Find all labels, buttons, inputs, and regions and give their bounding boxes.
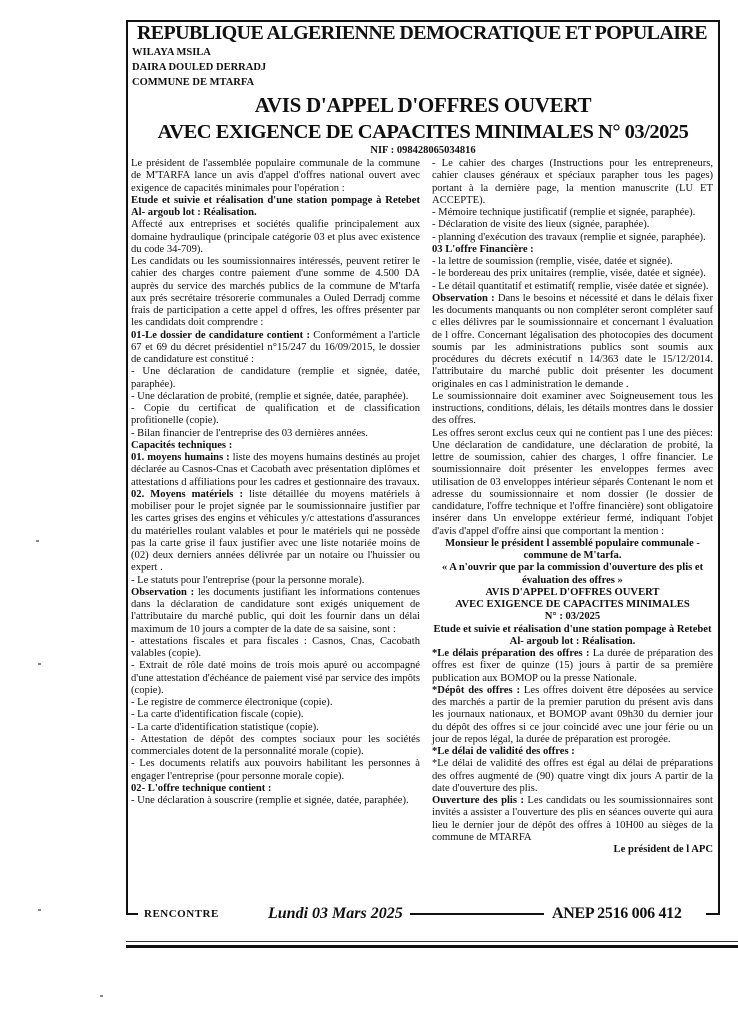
paragraph xyxy=(131,783,420,795)
paragraph xyxy=(131,391,420,403)
anep-reference: ANEP 2516 006 412 xyxy=(548,903,706,925)
paragraph-text: les documents justifiant les informations contenues dans la déclaration de candidature sont exigés uniquement de l'attributaire du marché public, qui doit les fournir dans un délai maximum de 10 jours a compter de la date de sa saisine, sont : xyxy=(131,586,421,635)
paragraph xyxy=(432,293,713,391)
scan-speck xyxy=(36,540,39,542)
paragraph-text: - Le registre de commerce électronique (copie). xyxy=(131,697,333,708)
paragraph-text: - Déclaration de visite des lieux (signée, paraphée). xyxy=(432,219,650,231)
paragraph-heading: 03 L'offre Financière : xyxy=(432,243,534,255)
paragraph: Monsieur le président l assemblé populaire communale - commune de M'tarfa. xyxy=(445,537,700,561)
signature-line: Le président de l APC xyxy=(613,844,713,855)
paragraph-text: - le bordereau des prix unitaires (remplie, visée, datée et signée). xyxy=(432,268,706,280)
paragraph xyxy=(432,685,713,746)
paragraph xyxy=(432,158,713,207)
paragraph xyxy=(131,636,420,661)
paragraph xyxy=(432,268,713,280)
paragraph-heading: 02. Moyens matériels : xyxy=(131,488,244,500)
paragraph-heading: 01. moyens humains : xyxy=(131,452,230,463)
paragraph xyxy=(432,207,713,219)
notice-title: AVIS D'APPEL D'OFFRES OUVERT xyxy=(254,93,592,117)
paragraph-text: - Bilan financier de l'entreprise des 03 dernières années. xyxy=(131,427,368,439)
page-rule-thin xyxy=(126,941,738,942)
paragraph-text: - Les documents relatifs aux pouvoirs habilitant les personnes à engager l'entreprise (pour personne morale copie). xyxy=(131,758,420,782)
paragraph xyxy=(131,660,420,697)
paragraph-heading: Capacités techniques : xyxy=(131,439,233,451)
paragraph-text: - Le détail quantitatif et estimatif( remplie, visée datée et signée). xyxy=(432,280,709,292)
paragraph: AVIS D'APPEL D'OFFRES OUVERT xyxy=(485,586,660,598)
paragraph-text: Le soumissionnaire doit examiner avec Soigneusement tous les instructions, conditions, délais, les détails montres dans le dossier des offres. xyxy=(432,390,713,427)
paragraph-heading: Observation : xyxy=(432,292,495,304)
paragraph-text: - attestations fiscales et para fiscales : Casnos, Cnas, Cacobath valables (copie). xyxy=(131,635,420,659)
wilaya-label: WILAYA MSILA xyxy=(132,47,211,58)
publication-date: Lundi 03 Mars 2025 xyxy=(268,903,408,925)
paragraph: N° : 03/2025 xyxy=(544,611,601,623)
paragraph xyxy=(131,795,420,807)
paragraph-text: La durée de préparation des offres est fixer de quinze (15) jours à partir de sa première publication aux BOMOP ou la presse Nationale. xyxy=(432,648,713,684)
paragraph xyxy=(131,709,420,721)
paragraph-text: - Une déclaration à souscrire (remplie et signée, datée, paraphée). xyxy=(131,795,409,806)
paragraph-text: - Extrait de rôle daté moins de trois mois apuré ou accompagné d'une attestation d'échéance de paiement visé par service des impôts (copie). xyxy=(131,660,420,696)
paragraph xyxy=(432,219,713,231)
paragraph-text: Dans le besoins et nécessité et dans le délais fixer les documents manquants ou non compléter seront compléter sauf c elles délivres par le soumissionnaire et concernant l évaluation de l offre. Concernant légalisation des photocopies des document soumis par les administrations publics sont soumis aux procédures du décrets exécutif n 14/363 date le 15/12/2014. l'attributaire du marché public doit présenter les document originales en cas l administration le demande . xyxy=(432,292,714,390)
paragraph xyxy=(131,452,420,489)
paragraph-heading: Observation : xyxy=(131,586,195,598)
paragraph xyxy=(432,281,713,293)
right-column xyxy=(432,158,713,856)
paragraph-text: - Copie du certificat de qualification et de classification profitionelle (copie). xyxy=(131,403,420,427)
paragraph-heading: 01-Le dossier de candidature contient : xyxy=(131,329,311,341)
paragraph xyxy=(432,758,713,795)
nif-number: NIF : 098428065034816 xyxy=(370,145,476,156)
paragraph-text: *Le délai de validité des offres est égal au délai de préparations des offres augmenté de (90) quatre vingt dix jours A partir de la date d'ouverture des plis. xyxy=(432,758,713,794)
paragraph: Etude et suivie et réalisation d'une station pompage à Retebet Al- argoub lot : Réalisation. xyxy=(433,623,712,647)
notice-subtitle: AVEC EXIGENCE DE CAPACITES MINIMALES N° 03/2025 xyxy=(157,121,689,143)
paragraph-text: - Mémoire technique justificatif (remplie et signée, paraphée). xyxy=(432,207,696,218)
paragraph xyxy=(131,489,420,575)
paragraph xyxy=(131,195,420,220)
paragraph-text: Les offres doivent être déposées au service des marchés a partir de la premier parution du présent avis dans les journaux nationaux, et BOMOP avant 09h30 du dernier jour du dépôt des offres si ce jour coincidé avec une jour férie ou un jour de repos légal, la durée de préparation est prorogée. xyxy=(432,684,713,745)
daira-label: DAIRA DOULED DERRADJ xyxy=(132,62,267,73)
scan-speck xyxy=(38,909,41,911)
paragraph-text: liste des moyens humains destinés au projet déclarée au Casnos-Cnas et Cacobath avec présentation diplômes et attestations d affiliations pour les cadres et gestionnaire des travaux. xyxy=(131,452,420,488)
paragraph: AVEC EXIGENCE DE CAPACITES MINIMALES xyxy=(455,599,690,610)
paragraph xyxy=(131,587,420,636)
paragraph: « A n'ouvrir que par la commission d'ouverture des plis et évaluation des offres » xyxy=(441,562,704,586)
paragraph xyxy=(131,758,420,783)
paragraph-heading: *Le délai de validité des offres : xyxy=(432,746,575,757)
paragraph xyxy=(131,158,420,195)
paragraph xyxy=(131,403,420,428)
paragraph xyxy=(131,219,420,256)
paragraph-text: - La carte d'identification fiscale (copie). xyxy=(131,709,304,721)
paragraph xyxy=(432,391,713,428)
paragraph xyxy=(131,722,420,734)
paragraph-text: - Une déclaration de probité, (remplie et signée, datée, paraphée). xyxy=(131,390,409,402)
frame-bottom-mid xyxy=(410,913,544,915)
paragraph xyxy=(131,330,420,367)
paragraph xyxy=(432,795,713,844)
newspaper-logo: RENCONTRE xyxy=(140,903,258,925)
paragraph xyxy=(131,256,420,330)
paragraph-text: Les candidats ou les soumissionnaires intéressés, peuvent retirer le cahier des charges contre paiement d'une somme de 4.500 DA auprès du service des marchés publics de la commune de M'tarfa aux prés secrétaire trésorerie communales a Ouled Derradj comme frais de participation a cette appel d offres, les offres présenter par les candidats doit comprendre : xyxy=(131,256,420,329)
paragraph xyxy=(432,256,713,268)
paragraph xyxy=(432,648,713,685)
scan-speck xyxy=(100,995,103,997)
paragraph xyxy=(131,428,420,440)
paragraph-heading: *Dépôt des offres : xyxy=(432,684,520,696)
paragraph-text: - planning d'exécution des travaux (remplie et signée, paraphée). xyxy=(432,231,706,243)
scan-speck xyxy=(38,663,41,665)
left-column xyxy=(131,158,420,807)
page-rule-thick xyxy=(126,945,738,948)
paragraph xyxy=(131,366,420,391)
paragraph-text: - Le statuts pour l'entreprise (pour la personne morale). xyxy=(131,574,365,586)
paragraph-heading: 02- L'offre technique contient : xyxy=(131,782,272,794)
paragraph-text: Affecté aux entreprises et sociétés qualifie principalement aux domaine hydraulique (principale catégorie 03 et plus avec existence du code 34-709). xyxy=(131,219,420,255)
paragraph xyxy=(432,746,713,758)
country-heading: REPUBLIQUE ALGERIENNE DEMOCRATIQUE ET POPULAIRE xyxy=(136,22,708,44)
paragraph-text: - Une déclaration de candidature (remplie et signée, datée, paraphée). xyxy=(131,366,420,390)
paragraph xyxy=(432,232,713,244)
paragraph-text: Le président de l'assemblée populaire communale de la commune de M'TARFA lance un avis d'appel d'offres national ouvert avec exigence de capacités minimales pour l'opération : xyxy=(131,158,420,194)
paragraph-heading: Ouverture des plis : xyxy=(432,795,524,806)
paragraph xyxy=(131,440,420,452)
paragraph-text: - Le cahier des charges (Instructions pour les entrepreneurs, cahier clauses généraux et spéciaux parapher tous les pages) portant à la dernière page, la mention manuscrite (LU ET ACCEPTE). xyxy=(432,158,713,206)
paragraph-text: liste détaillée du moyens matériels à mobiliser pour le projet signée par le soumissionnaire justifier par les cartes grises des engins et véhicules y/c attestations d'assurances du matérielles roulant valables et pour le matériels qui ne possède pas la carte grise il faux justifier avec une liste notariée moins de (02) deux derniers années délivrée par un notaire ou l'huissier ou expert . xyxy=(131,488,420,574)
paragraph-text: - La carte d'identification statistique (copie). xyxy=(131,721,319,733)
paragraph xyxy=(131,575,420,587)
paragraph-text: - la lettre de soumission (remplie, visée, datée et signée). xyxy=(432,256,673,267)
paragraph-text: - Attestation de dépôt des comptes sociaux pour les sociétés commerciales dotent de la personnalité morale (copie). xyxy=(131,733,420,757)
paragraph-heading: Etude et suivie et réalisation d'une station pompage à Retebet Al- argoub lot : Réalisation. xyxy=(131,194,420,218)
paragraph-text: Conformément a l'article 67 et 69 du décret présidentiel n°15/247 du 16/09/2015, le dossier de candidature est constitué : xyxy=(131,329,420,365)
commune-label: COMMUNE DE MTARFA xyxy=(132,77,255,88)
paragraph xyxy=(432,428,713,538)
frame-bottom-left xyxy=(126,913,138,915)
paragraph-text: Les offres seront exclus ceux qui ne contient pas l une des pièces: Une déclaration de candidature, une déclaration de probité, la lettre de soumission, cahier des charges, l offre financier. Le soumissionnaire doit présenter les enveloppes fermes avec utilisation de 03 enveloppes intérieur séparés Contenant le nom et adresse du soumissionnaire et nom dossier (le dossier de candidature, l'offre technique et l'offre financière) sont obligatoire insérer dans Un enveloppe extérieur fermé, indiquant l'objet d'avis d'appel d'offre ainsi que comportant la mention : xyxy=(432,427,713,537)
paragraph xyxy=(432,244,713,256)
paragraph-heading: *Le délais préparation des offres : xyxy=(432,648,590,659)
paragraph-text: Les candidats ou les soumissionnaires sont invités a assister a l'ouverture des plis en séances ouverte qui aura lieu le dernier jour de dépôt des offres à 10H00 au sièges de la commune de MTARFA xyxy=(432,795,713,843)
paragraph xyxy=(131,734,420,759)
paragraph xyxy=(131,697,420,709)
